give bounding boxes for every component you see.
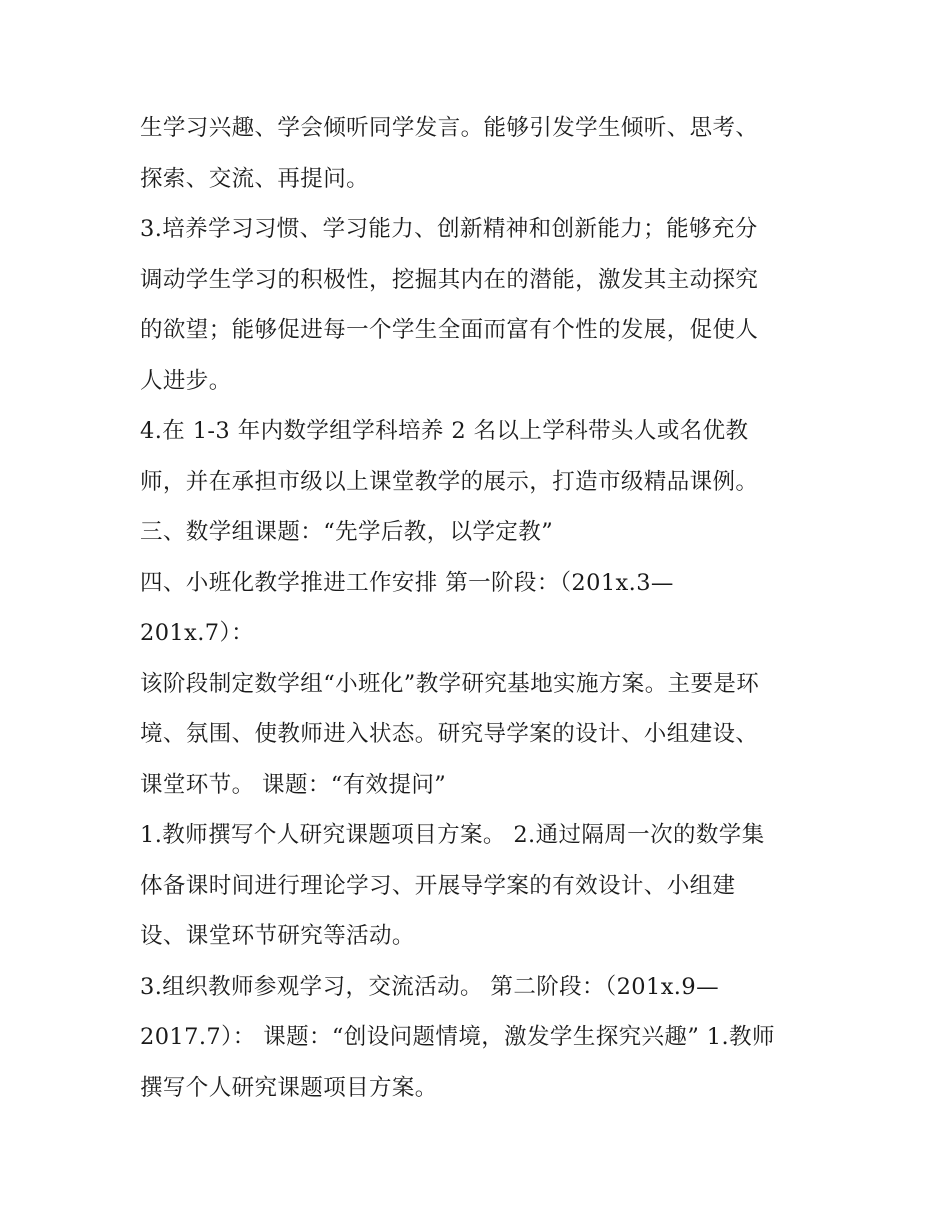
document-body: [140, 103, 830, 1113]
text-line: 2017.7）： 课题：“创设问题情境，激发学生探究兴趣” 1.教师: [140, 1024, 775, 1050]
text-line: 4.在 1-3 年内数学组学科培养 2 名以上学科带头人或名优教: [140, 418, 749, 444]
text-line: 的欲望；能够促进每一个学生全面而富有个性的发展，促使人: [140, 317, 759, 343]
text-line: 探索、交流、再提问。: [140, 165, 370, 192]
section-heading: 三、数学组课题：“先学后教，以学定教”: [140, 519, 554, 545]
text-line: 3.培养学习习惯、学习能力、创新精神和创新能力；能够充分: [140, 216, 758, 242]
section-heading: 四、小班化教学推进工作安排 第一阶段：（201x.3—: [140, 569, 674, 596]
text-line: 1.教师撰写个人研究课题项目方案。 2.通过隔周一次的数学集: [140, 822, 765, 848]
text-line: 撰写个人研究课题项目方案。: [140, 1074, 438, 1101]
text-line: 设、课堂环节研究等活动。: [140, 923, 415, 949]
text-line: 该阶段制定数学组“小班化”教学研究基地实施方案。主要是环: [140, 670, 760, 697]
text-line: 境、氛围、使教师进入状态。研究导学案的设计、小组建设、: [140, 721, 759, 747]
text-line: 人进步。: [140, 367, 232, 394]
text-line: 课堂环节。 课题：“有效提问”: [140, 771, 447, 798]
text-line: 体备课时间进行理论学习、开展导学案的有效设计、小组建: [140, 872, 736, 899]
text-line: 师，并在承担市级以上课堂教学的展示，打造市级精品课例。: [140, 468, 759, 495]
text-line: 调动学生学习的积极性，挖掘其内在的潜能，激发其主动探究: [140, 266, 759, 293]
text-line: 201x.7）：: [140, 620, 255, 646]
text-line: 生学习兴趣、学会倾听同学发言。能够引发学生倾听、思考、: [140, 115, 759, 141]
text-line: 3.组织教师参观学习，交流活动。 第二阶段：（201x.9—: [140, 973, 719, 1000]
